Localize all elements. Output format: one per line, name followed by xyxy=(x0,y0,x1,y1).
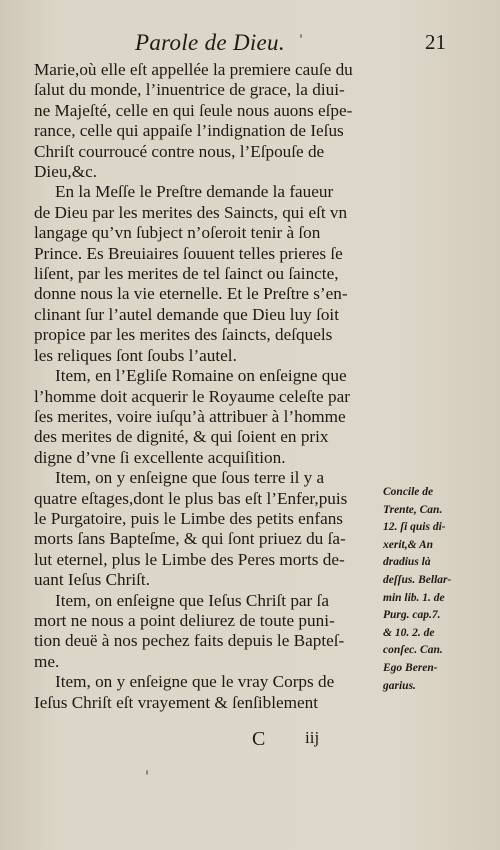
text-line: digne d’vne ſi excellente acquiſition. xyxy=(34,447,286,467)
text-line: uant Ieſus Chriſt. xyxy=(34,570,150,590)
text-line: quatre eſtages,dont le plus bas eſt l’Enfer,puis xyxy=(34,488,348,508)
paper-speck xyxy=(146,770,148,775)
signature-mark: C xyxy=(252,728,266,750)
signature-number: iij xyxy=(305,728,320,747)
text-line: Item, on enſeigne que Ieſus Chriſt par ſa xyxy=(55,590,329,610)
text-line: langage qu’vn ſubject n’oſeroit tenir à ſon xyxy=(34,223,321,243)
margin-note-line: xerit,& An xyxy=(383,538,434,551)
running-title: Parole de Dieu. xyxy=(135,30,285,55)
text-line: les reliques ſont ſoubs l’autel. xyxy=(34,345,237,365)
margin-note-line: Concile de xyxy=(383,486,434,498)
text-line: ſalut du monde, l’inuentrice de grace, la diui- xyxy=(34,80,345,100)
text-line: rance, celle qui appaiſe l’indignation de Ieſus xyxy=(34,121,344,141)
margin-note-line: deſſus. Bellar- xyxy=(383,573,452,586)
text-line: de Dieu par les merites des Saincts, qui eſt vn xyxy=(34,202,348,222)
text-line: Ieſus Chriſt eſt vrayement & ſenſiblement xyxy=(34,692,318,712)
margin-note-line: Ego Beren- xyxy=(383,661,438,674)
text-line: le Purgatoire, puis le Limbe des petits enfans xyxy=(34,508,343,528)
text-line: morts ſans Bapteſme, & qui ſont priuez du ſa- xyxy=(34,529,346,549)
margin-note-line: dradius là xyxy=(383,556,431,569)
text-line: clinant ſur l’autel demande que Dieu luy ſoit xyxy=(34,304,339,324)
text-line: mort ne nous a point deliurez de toute puni- xyxy=(34,610,335,630)
text-line: Item, en l’Egliſe Romaine on enſeigne que xyxy=(55,366,347,386)
text-line: Item, on y enſeigne que le vray Corps de xyxy=(55,672,335,692)
text-line: l’homme doit acquerir le Royaume celeſte par xyxy=(34,386,350,406)
paper-speck xyxy=(300,34,302,38)
text-line: propice par les merites des ſaincts, deſquels xyxy=(34,325,333,345)
text-line: me. xyxy=(34,651,60,671)
margin-note-line: conſec. Can. xyxy=(383,644,443,657)
text-line: tion deuë à nos pechez faits depuis le Bapteſ- xyxy=(34,631,345,651)
text-line: liſent, par les merites de tel ſainct ou ſaincte, xyxy=(34,264,339,284)
body-text xyxy=(34,60,379,713)
page-number: 21 xyxy=(425,30,446,54)
text-line: Prince. Es Breuiaires ſouuent telles prieres ſe xyxy=(34,243,343,263)
text-line: Dieu,&c. xyxy=(34,162,98,182)
margin-notes xyxy=(383,484,498,695)
text-line: En la Meſſe le Preſtre demande la faueur xyxy=(55,182,334,202)
text-line: Item, on y enſeigne que ſous terre il y a xyxy=(55,468,325,488)
margin-note-line: & 10. 2. de xyxy=(383,626,435,639)
margin-note-line: min lib. 1. de xyxy=(383,591,445,604)
text-line: Marie,où elle eſt appellée la premiere cauſe du xyxy=(34,60,353,79)
text-line: donne nous la vie eternelle. Et le Preſtre s’en- xyxy=(34,284,348,304)
text-line: ne Majeſté, celle en qui ſeule nous auons eſpe- xyxy=(34,100,353,120)
margin-note-line: Trente, Can. xyxy=(383,503,443,516)
margin-note-line: Purg. cap.7. xyxy=(383,609,441,622)
text-line: des merites de dignité, & qui ſoient en prix xyxy=(34,427,329,447)
text-line: Chriſt courroucé contre nous, l’Eſpouſe de xyxy=(34,141,325,161)
text-line: lut eternel, plus le Limbe des Peres morts de- xyxy=(34,549,345,569)
margin-note-line: 12. ſi quis di- xyxy=(383,521,446,534)
margin-note-line: garius. xyxy=(383,679,416,692)
text-line: ſes merites, voire iuſqu’à attribuer à l’homme xyxy=(34,406,346,426)
